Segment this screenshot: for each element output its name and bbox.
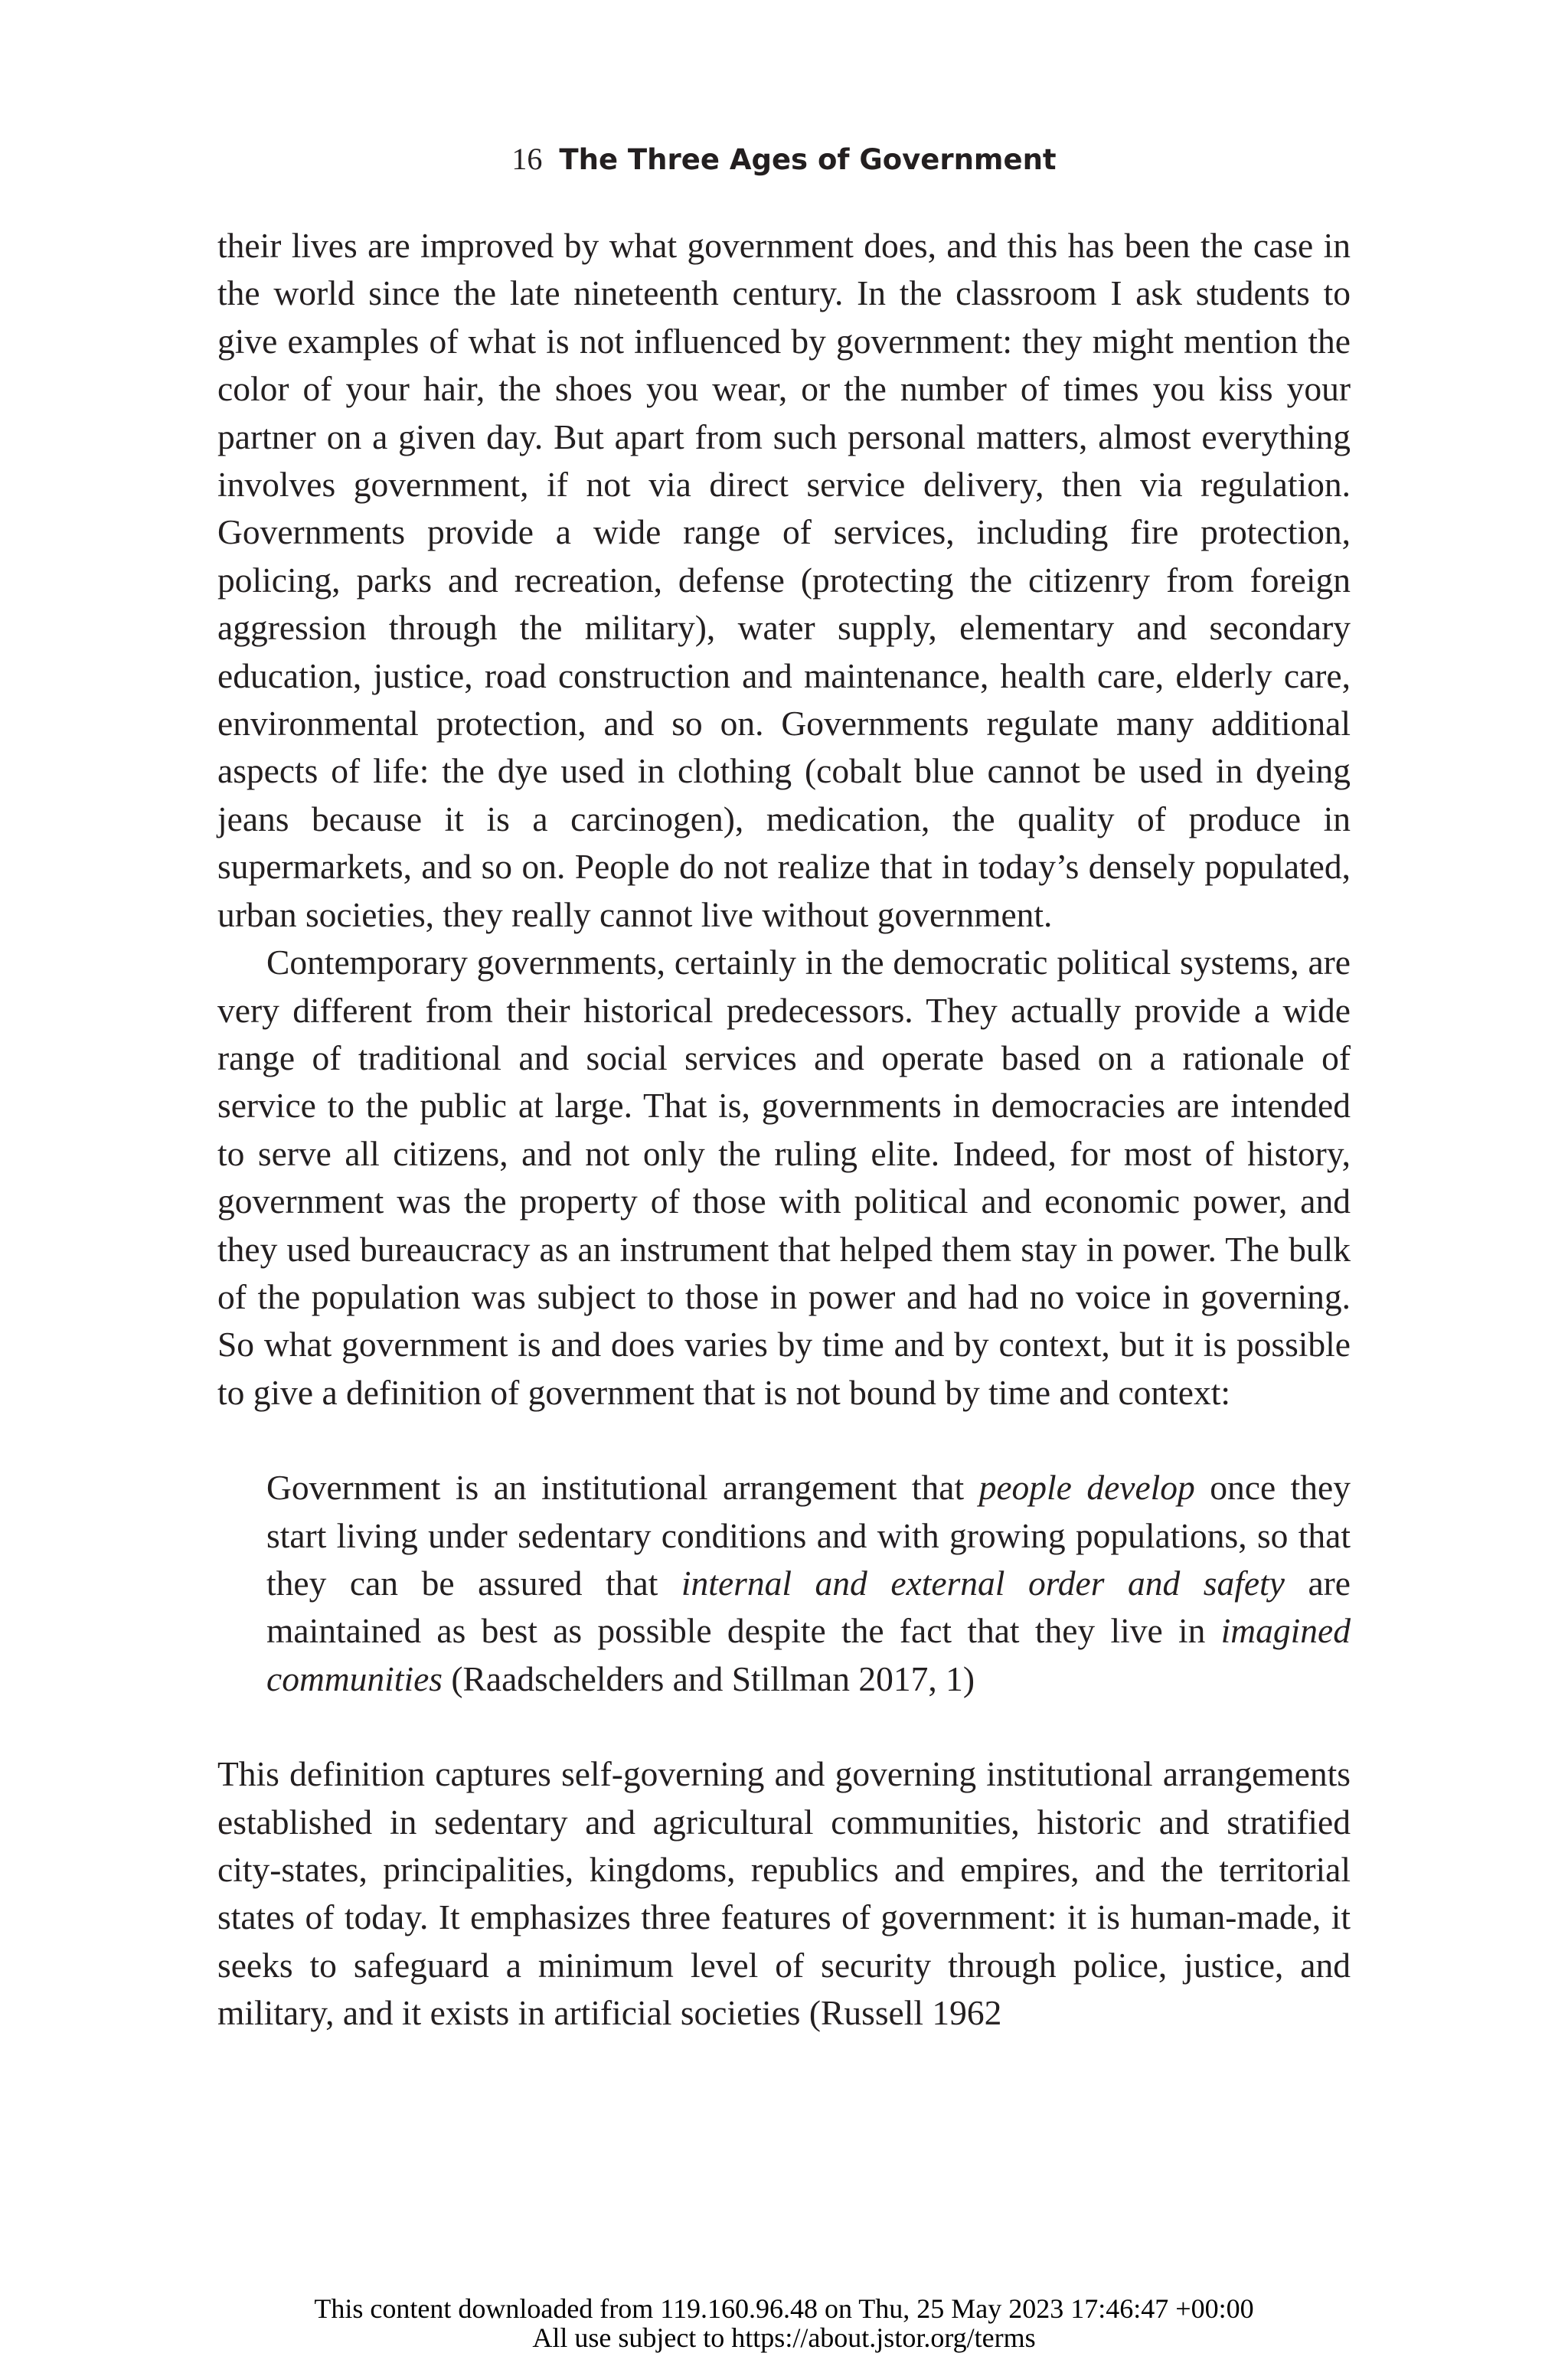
paragraph-3: This definition captures self-governing and governing institutional arrangements established in sedentary and agricultural communities, historic and stratified city-states, principalities, kingdoms, republics and empires, and the territorial states of today. It emphasizes three features of government: it is human-made, it seeks to safeguard a minimum level of security through police, justice, and military, and it exists in artificial societies (Russell 1962 <box>217 1754 1351 2033</box>
quote-text-1: Government is an institutional arrangement that <box>266 1468 979 1508</box>
page-number: 16 <box>511 142 543 176</box>
quote-citation: (Raadschelders and Stillman 2017, 1) <box>443 1659 975 1698</box>
body-text <box>217 222 1351 2038</box>
quote-emphasis-2: internal and external order and safety <box>681 1563 1285 1603</box>
download-notice-line-1: This content downloaded from 119.160.96.48 on Thu, 25 May 2023 17:46:47 +00:00 <box>314 2293 1254 2324</box>
quote-emphasis-1: people develop <box>978 1468 1195 1508</box>
paragraph-2: Contemporary governments, certainly in the democratic political systems, are very different from their historical predecessors. They actually provide a wide range of traditional and social services and operate based on a rationale of service to the public at large. That is, governments in democracies are intended to serve all citizens, and not only the ruling elite. Indeed, for most of history, government was the property of those with political and economic power, and they used bureaucracy as an instrument that helped them stay in power. The bulk of the population was subject to those in power and had no voice in governing. So what government is and does varies by time and by context, but it is possible to give a definition of government that is not bound by time and context: <box>217 943 1351 1412</box>
quote-emphasis-3: imagined communities <box>266 1611 1351 1698</box>
quote-text-3: are maintained as best as possible despite the fact that they live in <box>266 1563 1351 1651</box>
quote-text-2: once they start living under sedentary conditions and with growing populations, so that they can be assured that <box>266 1468 1351 1603</box>
download-notice <box>0 2294 1568 2352</box>
terms-notice-line: All use subject to https://about.jstor.org/terms <box>532 2322 1036 2353</box>
running-header <box>0 136 1568 182</box>
block-quote <box>266 1464 1351 1703</box>
running-title: The Three Ages of Government <box>559 143 1057 176</box>
paragraph-1: their lives are improved by what government does, and this has been the case in the world since the late nineteenth century. In the classroom I ask students to give examples of what is not influenced by government: they might mention the color of your hair, the shoes you wear, or the number of times you kiss your partner on a given day. But apart from such personal matters, almost everything involves government, if not via direct service delivery, then via regulation. Governments provide a wide range of services, including fire protection, policing, parks and recreation, defense (protecting the citizenry from foreign aggression through the military), water supply, elementary and secondary education, justice, road construction and maintenance, health care, elderly care, environmental protection, and so on. Governments regulate many additional aspects of life: the dye used in clothing (cobalt blue cannot be used in dyeing jeans because it is a carcinogen), medication, the quality of produce in supermarkets, and so on. People do not realize that in today’s densely populated, urban societies, they really cannot live without government. <box>217 226 1351 934</box>
